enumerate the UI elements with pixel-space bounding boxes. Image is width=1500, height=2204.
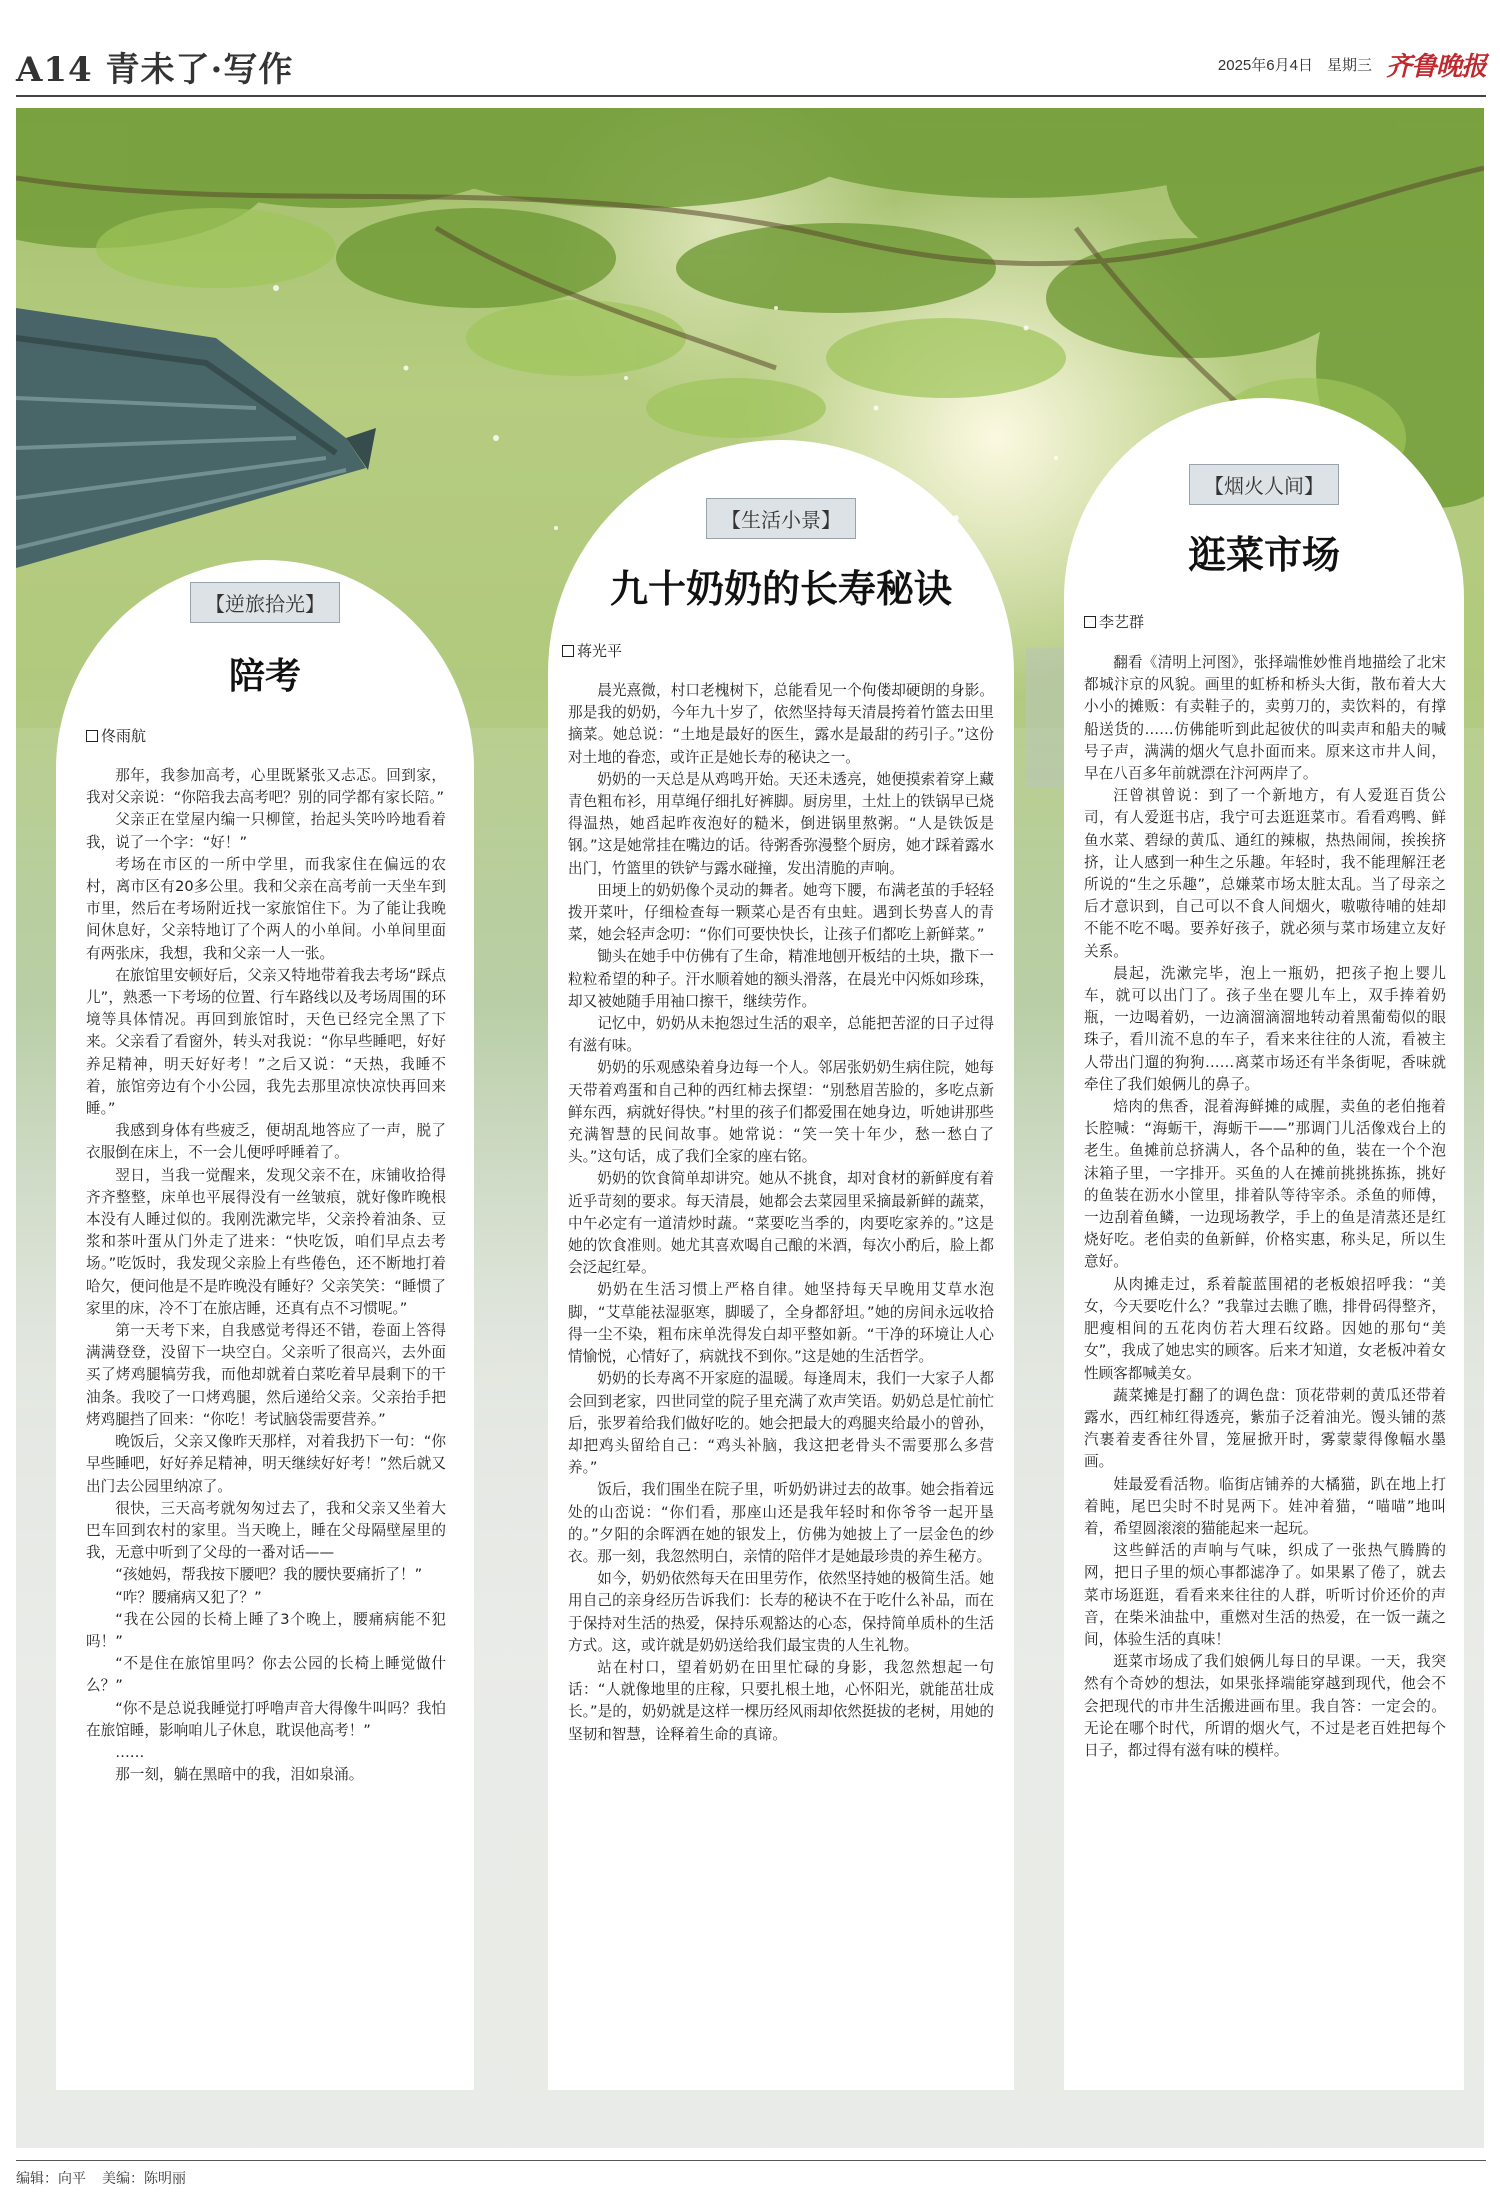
paragraph: 在旅馆里安顿好后，父亲又特地带着我去考场“踩点儿”，熟悉一下考场的位置、行车路线以及考场周围的环境等具体情况。再回到旅馆时，天色已经完全黑了下来。父亲看了看窗外，转头对我说：“你早些睡吧，好好养足精神，明天好好考！”之后又说：“天热，我睡不着，旅馆旁边有个小公园，我先去那里凉快凉快再回来睡。” (86, 966, 446, 1118)
paragraph: 奶奶的长寿离不开家庭的温暖。每逢周末，我们一大家子人都会回到老家，四世同堂的院子里充满了欢声笑语。奶奶总是忙前忙后，张罗着给我们做好吃的。她会把最大的鸡腿夹给最小的曾孙，却把鸡头留给自己：“鸡头补脑，我这把老骨头不需要那么多营养。” (568, 1370, 994, 1477)
paragraph: 晚饭后，父亲又像昨天那样，对着我扔下一句：“你早些睡吧，好好养足精神，明天继续好好考！”然后就又出门去公园里纳凉了。 (86, 1433, 446, 1495)
paragraph: 站在村口，望着奶奶在田里忙碌的身影，我忽然想起一句话：“人就像地里的庄稼，只要扎根土地，心怀阳光，就能茁壮成长。”是的，奶奶就是这样一棵历经风雨却依然挺拔的老树，用她的坚韧和智慧，诠释着生命的真谛。 (568, 1658, 994, 1743)
paragraph: 晨光熹微，村口老槐树下，总能看见一个佝偻却硬朗的身影。那是我的奶奶，今年九十岁了，依然坚持每天清晨挎着竹篮去田里摘菜。她总说：“土地是最好的医生，露水是最甜的药引子。”这份对土地的眷恋，或许正是她长寿的秘诀之一。 (568, 682, 994, 766)
paragraph: 汪曾祺曾说：到了一个新地方，有人爱逛百货公司，有人爱逛书店，我宁可去逛逛菜市。看看鸡鸭、鲜鱼水菜、碧绿的黄瓜、通红的辣椒，热热闹闹，挨挨挤挤，让人感到一种生之乐趣。年轻时，我不能理解汪老所说的“生之乐趣”，总嫌菜市场太脏太乱。当了母亲之后才意识到，自己可以不食人间烟火，嗷嗷待哺的娃却不能不吃不喝。要养好孩子，就必须与菜市场建立友好关系。 (1084, 787, 1446, 960)
paragraph: 如今，奶奶依然每天在田里劳作，依然坚持她的极简生活。她用自己的亲身经历告诉我们：长寿的秘诀不在于吃什么补品，而在于保持对生活的热爱，保持乐观豁达的心态，保持简单质朴的生活方式。这，或许就是奶奶送给我们最宝贵的人生礼物。 (568, 1570, 994, 1654)
article-column-2 (548, 440, 1014, 2090)
designer-credit: 美编：陈明丽 (102, 2171, 186, 2187)
paragraph: “我在公园的长椅上睡了3个晚上，腰痛病能不犯吗！” (86, 1610, 446, 1650)
paragraph: 那年，我参加高考，心里既紧张又忐忑。回到家，我对父亲说：“你陪我去高考吧？别的同学都有家长陪。” (86, 767, 446, 807)
paragraph: 翻看《清明上河图》，张择端惟妙惟肖地描绘了北宋都城汴京的风貌。画里的虹桥和桥头大街，散布着大大小小的摊贩：有卖鞋子的，卖剪刀的，卖饮料的，有撑船送货的……仿佛能听到此起彼伏的叫卖声和船夫的喊号子声，满满的烟火气息扑面而来。原来这市井人间，早在八百多年前就漂在汴河两岸了。 (1084, 654, 1446, 783)
paragraph: 翌日，当我一觉醒来，发现父亲不在，床铺收拾得齐齐整整，床单也平展得没有一丝皱痕，就好像昨晚根本没有人睡过似的。我刚洗漱完毕，父亲拎着油条、豆浆和茶叶蛋从门外走了进来：“快吃饭，咱们早点去考场。”吃饭时，我发现父亲脸上有些倦色，还不断地打着哈欠，便问他是不是昨晚没有睡好？父亲笑笑：“睡惯了家里的床，冷不丁在旅店睡，还真有点不习惯呢。” (86, 1166, 446, 1317)
paragraph: 考场在市区的一所中学里，而我家住在偏远的农村，离市区有20多公里。我和父亲在高考前一天坐车到市里，然后在考场附近找一家旅馆住下。为了能让我晚间休息好，父亲特地订了个两人的小单间。小单间里面有两张床，我想，我和父亲一人一张。 (86, 855, 446, 962)
paragraph: “咋？腰痛病又犯了？” (115, 1588, 262, 1606)
article-body (1084, 652, 1446, 1762)
paragraph: 奶奶的饮食简单却讲究。她从不挑食，却对食材的新鲜度有着近乎苛刻的要求。每天清晨，她都会去菜园里采摘最新鲜的蔬菜，中午必定有一道清炒时蔬。“菜要吃当季的，肉要吃家养的。”这是她的饮食准则。她尤其喜欢喝自己酿的米酒，每次小酌后，脸上都会泛起红晕。 (568, 1170, 994, 1277)
author-box-icon (562, 645, 574, 657)
column-tag: 【生活小景】 (706, 498, 856, 539)
header-meta (1218, 46, 1486, 83)
paragraph: 父亲正在堂屋内编一只柳筐，抬起头笑吟吟地看着我，说了一个字：“好！” (86, 811, 446, 851)
masthead-logo: 齐鲁晚报 (1385, 52, 1486, 82)
article-body (86, 765, 446, 1786)
author-name: 佟雨航 (101, 727, 147, 745)
column-tag: 【逆旅拾光】 (190, 582, 340, 623)
paragraph: 蔬菜摊是打翻了的调色盘：顶花带刺的黄瓜还带着露水，西红柿红得透亮，紫茄子泛着油光。馒头铺的蒸汽裹着麦香往外冒，笼屉掀开时，雾蒙蒙得像幅水墨画。 (1084, 1386, 1446, 1471)
paragraph: 晨起，洗漱完毕，泡上一瓶奶，把孩子抱上婴儿车，就可以出门了。孩子坐在婴儿车上，双手捧着奶瓶，一边喝着奶，一边滴溜滴溜地转动着黑葡萄似的眼珠子，看川流不息的车子，看来来往往的人流，看被主人带出门遛的狗狗……离菜市场还有半条街呢，香味就牵住了我们娘俩儿的鼻子。 (1084, 964, 1446, 1093)
article-title: 陪考 (228, 655, 301, 697)
paragraph: 我感到身体有些疲乏，便胡乱地答应了一声，脱了衣服倒在床上，不一会儿便呼呼睡着了。 (86, 1122, 446, 1162)
page-header (16, 40, 1486, 100)
paragraph: 奶奶的一天总是从鸡鸣开始。天还未透亮，她便摸索着穿上藏青色粗布衫，用草绳仔细扎好裤脚。厨房里，土灶上的铁锅早已烧得温热，她舀起昨夜泡好的糙米，倒进锅里熬粥。“人是铁饭是钢。”这是她常挂在嘴边的话。待粥香弥漫整个厨房，她才踩着露水出门，竹篮里的铁铲与露水碰撞，发出清脆的声响。 (568, 770, 994, 877)
paragraph: “孩她妈，帮我按下腰吧？我的腰快要痛折了！” (115, 1566, 423, 1584)
article-author (1084, 611, 1144, 632)
paragraph: 奶奶在生活习惯上严格自律。她坚持每天早晚用艾草水泡脚，“艾草能祛湿驱寒，脚暖了，全身都舒坦。”她的房间永远收拾得一尘不染，粗布床单洗得发白却平整如新。“干净的环境让人心情愉悦，心情好了，病就找不到你。”这是她的生活哲学。 (568, 1281, 994, 1366)
paragraph: 逛菜市场成了我们娘俩儿每日的早课。一天，我突然有个奇妙的想法，如果张择端能穿越到现代，他会不会把现代的市井生活搬进画布里。我自答：一定会的。无论在哪个时代，所谓的烟火气，不过是老百姓把每个日子，都过得有滋有味的模样。 (1084, 1653, 1446, 1759)
page-footer (16, 2168, 186, 2188)
issue-date: 2025年6月4日 (1217, 57, 1313, 74)
author-name: 李艺群 (1099, 613, 1145, 631)
article-column-1 (56, 560, 474, 2090)
article-title: 逛菜市场 (1187, 532, 1340, 577)
paragraph: 这些鲜活的声响与气味，织成了一张热气腾腾的网，把日子里的烦心事都滤净了。如果累了倦了，就去菜市场逛逛，看看来来往往的人群，听听讨价还价的声音，在柴米油盐中，重燃对生活的热爱，在一饭一蔬之间，体验生活的真味！ (1084, 1542, 1446, 1648)
paragraph: 第一天考下来，自我感觉考得还不错，卷面上答得满满登登，没留下一块空白。父亲听了很高兴，去外面买了烤鸡腿犒劳我，而他却就着白菜吃着早晨剩下的干油条。我咬了一口烤鸡腿，然后递给父亲。父亲抬手把烤鸡腿挡了回来：“你吃！考试脑袋需要营养。” (86, 1322, 446, 1428)
paragraph: 很快，三天高考就匆匆过去了，我和父亲又坐着大巴车回到农村的家里。当天晚上，睡在父母隔壁屋里的我，无意中听到了父母的一番对话—— (86, 1499, 446, 1562)
article-column-3 (1064, 398, 1464, 2090)
paragraph: 焙肉的焦香，混着海鲜摊的咸腥，卖鱼的老伯拖着长腔喊：“海蛎干，海蛎干——”那调门儿活像戏台上的老生。鱼摊前总挤满人，各个品种的鱼，装在一个个泡沫箱子里，一字排开。买鱼的人在摊前挑挑拣拣，挑好的鱼装在沥水小筐里，排着队等待宰杀。杀鱼的师傅，一边刮着鱼鳞，一边现场教学，手上的鱼是清蒸还是红烧好吃。老伯卖的鱼新鲜，价格实惠，称头足，所以生意好。 (1084, 1098, 1446, 1271)
editor-credit: 编辑：向平 (16, 2171, 86, 2187)
paragraph: 娃最爱看活物。临街店铺养的大橘猫，趴在地上打着盹，尾巴尖时不时晃两下。娃冲着猫，“喵喵”地叫着，希望圆滚滚的猫能起来一起玩。 (1084, 1475, 1446, 1537)
paragraph: 从肉摊走过，系着靛蓝围裙的老板娘招呼我：“美女，今天要吃什么？”我靠过去瞧了瞧，排骨码得整齐，肥瘦相间的五花肉仿若大理石纹路。因她的那句“美女”，我成了她忠实的顾客。后来才知道，女老板冲着女性顾客都喊美女。 (1084, 1275, 1446, 1382)
issue-weekday: 星期三 (1326, 57, 1372, 74)
paragraph: “不是住在旅馆里吗？你去公园的长椅上睡觉做什么？” (86, 1655, 446, 1695)
author-box-icon (1084, 616, 1096, 628)
paragraph: 田埂上的奶奶像个灵动的舞者。她弯下腰，布满老茧的手轻轻拨开菜叶，仔细检查每一颗菜心是否有虫蛀。遇到长势喜人的青菜，她会轻声念叨：“你们可要快快长，让孩子们都吃上新鲜菜。” (568, 881, 994, 944)
footer-divider (16, 2160, 1486, 2161)
author-name: 蒋光平 (577, 642, 623, 660)
header-divider (16, 95, 1486, 97)
paragraph: 锄头在她手中仿佛有了生命，精准地刨开板结的土块，撒下一粒粒希望的种子。汗水顺着她的额头滑落，在晨光中闪烁如珍珠，却又被她随手用袖口擦干，继续劳作。 (568, 948, 994, 1010)
paragraph: 饭后，我们围坐在院子里，听奶奶讲过去的故事。她会指着远处的山峦说：“你们看，那座山还是我年轻时和你爷爷一起开垦的。”夕阳的余晖洒在她的银发上，仿佛为她披上了一层金色的纱衣。那一刻，我忽然明白，亲情的陪伴才是她最珍贵的养生秘方。 (568, 1481, 994, 1565)
paragraph: 奶奶的乐观感染着身边每一个人。邻居张奶奶生病住院，她每天带着鸡蛋和自己种的西红柿去探望：“别愁眉苦脸的，多吃点新鲜东西，病就好得快。”村里的孩子们都爱围在她身边，听她讲那些充满智慧的民间故事。她常说：“笑一笑十年少，愁一愁白了头。”这句话，成了我们全家的座右铭。 (568, 1059, 994, 1166)
paragraph: …… (115, 1743, 145, 1761)
author-box-icon (86, 730, 98, 742)
article-body (568, 680, 994, 1746)
article-title: 九十奶奶的长寿秘诀 (609, 566, 952, 611)
article-author (562, 640, 622, 661)
paragraph: 记忆中，奶奶从未抱怨过生活的艰辛，总能把苦涩的日子过得有滋有味。 (568, 1015, 994, 1055)
column-tag: 【烟火人间】 (1189, 464, 1339, 505)
article-author (86, 725, 146, 746)
paragraph: 那一刻，躺在黑暗中的我，泪如泉涌。 (115, 1766, 364, 1784)
page-label: A14 青未了·写作 (16, 50, 294, 90)
paragraph: “你不是总说我睡觉打呼噜声音大得像牛叫吗？我怕在旅馆睡，影响咱儿子休息，耽误他高考！” (86, 1699, 446, 1739)
